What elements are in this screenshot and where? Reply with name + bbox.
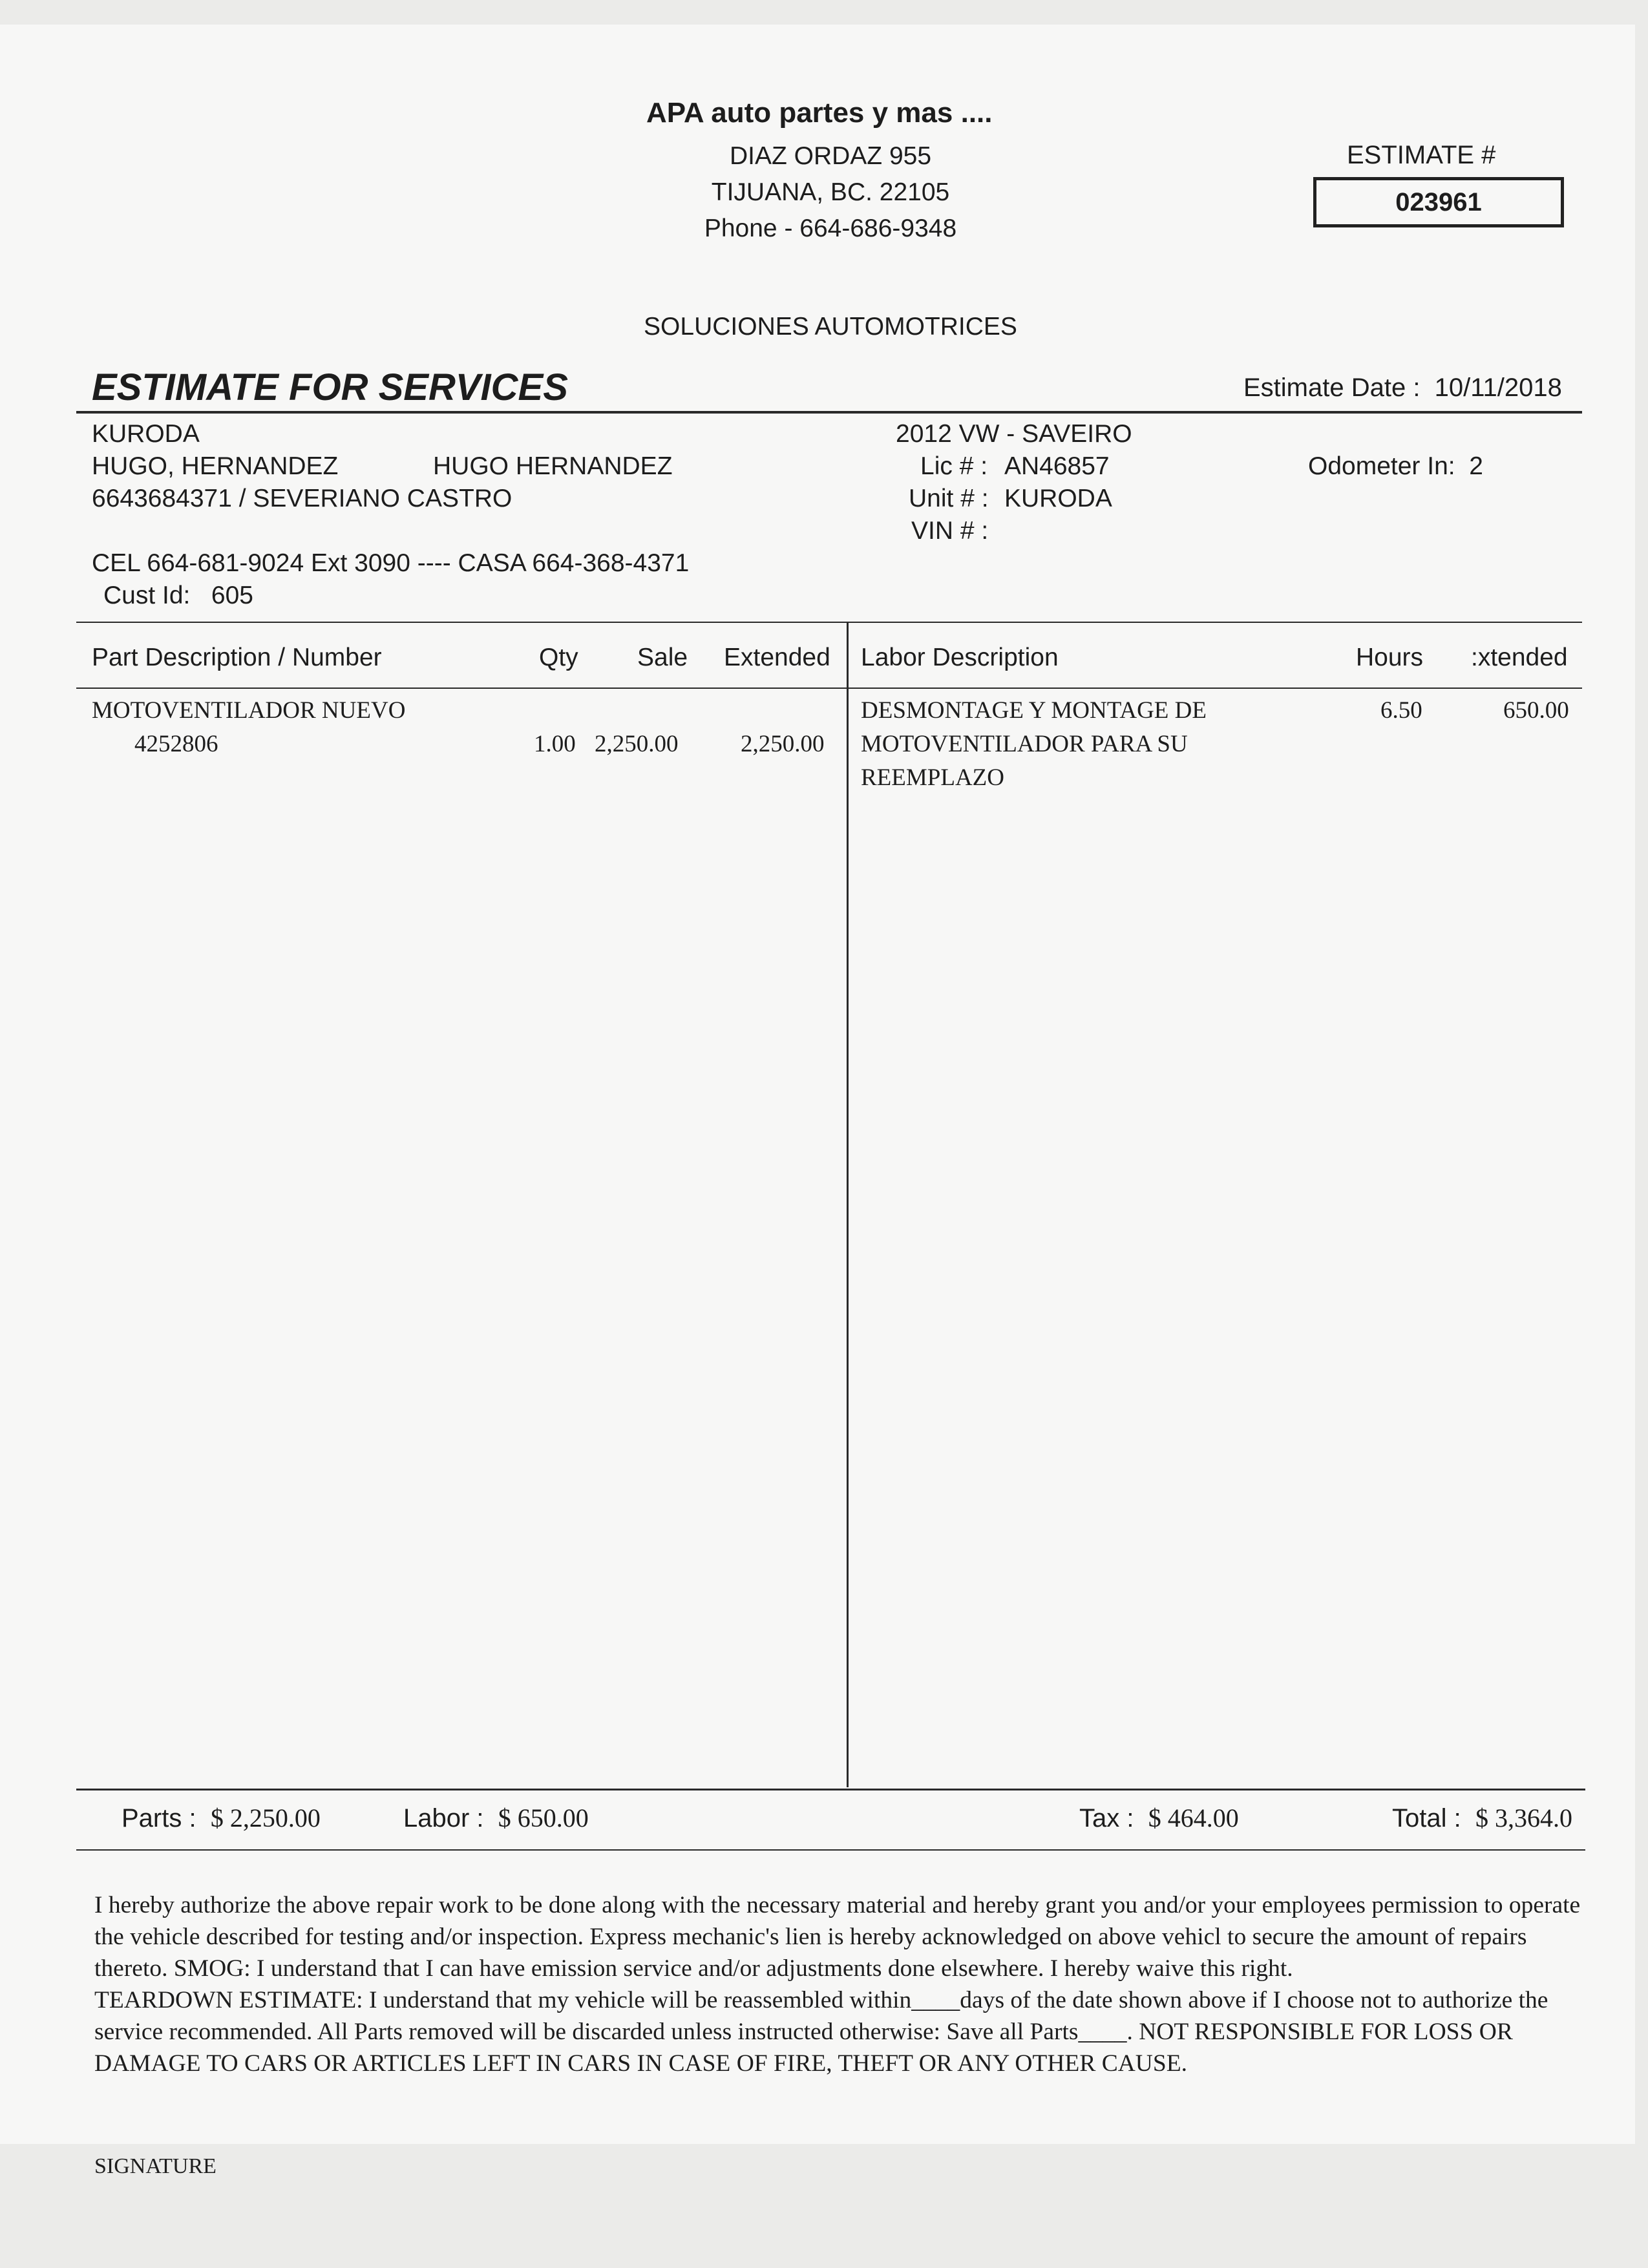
table-top-rule: [76, 622, 1582, 623]
customer-line-2b: HUGO HERNANDEZ: [433, 452, 673, 480]
signature-label: SIGNATURE: [94, 2154, 217, 2178]
grand-total-label: Total :: [1392, 1804, 1461, 1832]
estimate-date-label: Estimate Date :: [1243, 373, 1421, 402]
odometer-label: Odometer In:: [1308, 452, 1455, 480]
company-name: APA auto partes y mas ....: [646, 97, 993, 129]
totals-bottom-rule: [76, 1849, 1585, 1851]
labor-description-line-2: MOTOVENTILADOR PARA SU: [861, 731, 1188, 757]
document-title: ESTIMATE FOR SERVICES: [92, 366, 568, 408]
customer-id: [103, 582, 253, 610]
parts-labor-divider: [847, 623, 849, 1787]
parts-col-extended: Extended: [724, 644, 830, 671]
part-extended: 2,250.00: [741, 731, 825, 757]
labor-total-value: $ 650.00: [498, 1803, 589, 1832]
header-divider: [76, 411, 1582, 414]
column-header-rule: [76, 688, 1582, 689]
parts-col-sale: Sale: [637, 644, 688, 671]
part-qty: 1.00: [534, 731, 576, 757]
part-sale: 2,250.00: [595, 731, 679, 757]
grand-total: [1392, 1803, 1572, 1833]
labor-extended: 650.00: [1503, 697, 1569, 724]
labor-description-line-3: REEMPLAZO: [861, 764, 1004, 791]
company-tagline: SOLUCIONES AUTOMOTRICES: [644, 313, 1017, 341]
company-phone: Phone - 664-686-9348: [704, 215, 957, 242]
odometer-value: 2: [1469, 452, 1483, 480]
company-address-2: TIJUANA, BC. 22105: [711, 178, 950, 206]
estimate-date-value: 10/11/2018: [1434, 373, 1562, 402]
labor-col-hours: Hours: [1356, 644, 1424, 671]
customer-id-label: Cust Id:: [103, 582, 191, 609]
labor-hours: 6.50: [1380, 697, 1422, 724]
company-address-1: DIAZ ORDAZ 955: [729, 142, 932, 170]
estimate-number-label: ESTIMATE #: [1347, 141, 1496, 169]
parts-total-label: Parts :: [121, 1804, 196, 1832]
tax-value: $ 464.00: [1148, 1803, 1239, 1832]
terms-teardown: TEARDOWN ESTIMATE: I understand that my vehicle will be reassembled within____days of the date shown above if I choose not to authorize the service recommended. All Parts removed will be discarded unless instructed otherwise: Save all Parts____. NOT RESPONSIBLE FOR LOSS OR DAMAGE TO CARS OR ARTICLES LEFT IN CARS IN CASE OF FIRE, THEFT OR ANY OTHER CAUSE.: [94, 1987, 1548, 2077]
part-description: MOTOVENTILADOR NUEVO: [92, 697, 406, 724]
customer-line-2a: HUGO, HERNANDEZ: [92, 452, 339, 480]
estimate-date: [1243, 373, 1562, 403]
vehicle-unit-label: Unit # :: [909, 485, 989, 512]
terms-text: [94, 1889, 1581, 2079]
parts-total-value: $ 2,250.00: [210, 1803, 321, 1832]
estimate-page: [0, 25, 1635, 2178]
grand-total-value: $ 3,364.0: [1475, 1803, 1572, 1832]
parts-total: [121, 1803, 321, 1833]
customer-name: KURODA: [92, 420, 200, 448]
customer-id-value: 605: [211, 582, 253, 609]
labor-total-label: Labor :: [403, 1804, 484, 1832]
labor-total: [403, 1803, 589, 1833]
vehicle-unit: KURODA: [1004, 485, 1112, 512]
totals-top-rule: [76, 1789, 1585, 1790]
estimate-number: 023961: [1313, 177, 1564, 227]
vehicle-lic: AN46857: [1004, 452, 1110, 480]
vehicle-model: 2012 VW - SAVEIRO: [896, 420, 1132, 448]
part-number: 4252806: [134, 731, 218, 757]
parts-col-qty: Qty: [539, 644, 578, 671]
tax-label: Tax :: [1079, 1804, 1134, 1832]
parts-col-description: Part Description / Number: [92, 644, 382, 671]
terms-authorization: I hereby authorize the above repair work to be done along with the necessary material and hereby grant you and/or your employees permission to operate the vehicle described for testing and/or inspection. Express mechanic's lien is hereby acknowledged on above vehicl to secure the amount of repairs thereto. SMOG: I understand that I can have emission service and/or adjustments done elsewhere. I hereby waive this right.: [94, 1892, 1581, 1982]
vehicle-lic-label: Lic # :: [920, 452, 988, 480]
labor-col-extended: :xtended: [1471, 644, 1568, 671]
customer-line-3: 6643684371 / SEVERIANO CASTRO: [92, 485, 512, 512]
customer-phones: CEL 664-681-9024 Ext 3090 ---- CASA 664-368-4371: [92, 549, 690, 577]
odometer: [1308, 452, 1483, 481]
labor-col-description: Labor Description: [861, 644, 1059, 671]
labor-description-line-1: DESMONTAGE Y MONTAGE DE: [861, 697, 1207, 724]
vehicle-vin-label: VIN # :: [911, 517, 989, 545]
tax-total: [1079, 1803, 1239, 1833]
